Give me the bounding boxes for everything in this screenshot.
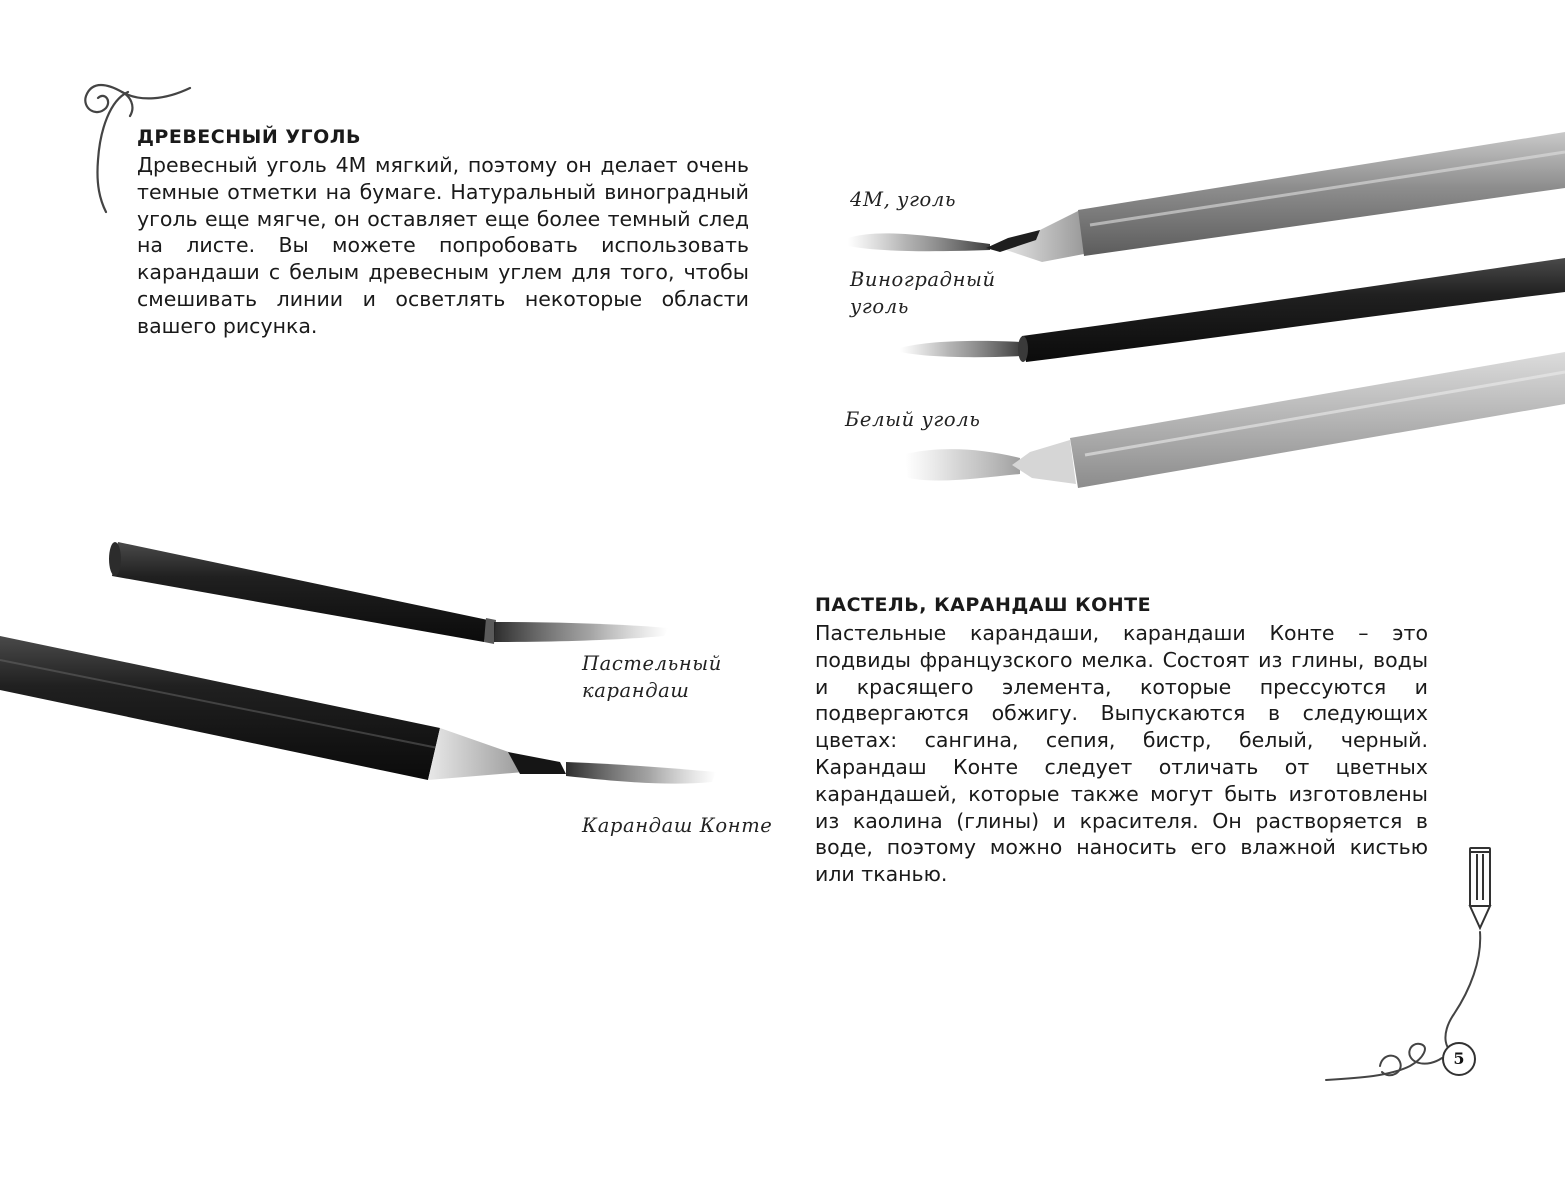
section-heading: ПАСТЕЛЬ, КАРАНДАШ КОНТЕ [815,594,1152,616]
vine-charcoal-stick [900,258,1565,362]
section-body: Пастельные карандаши, карандаши Конте – это подвиды французского мелка. Состоят из глины, воды и красящего элемента, которые прессуются и подвергаются обжигу. Выпускаются в следующих цветах: сангина, сепия, бистр, белый, черный. Карандаш Конте следует отличать от цветных карандашей, которые также могут быть изготовлены из каолина (глины) и красителя. Он растворяется в воде, поэтому можно наносить его влажной кистью или тканью. [815,621,1428,887]
page-number: 5 [1442,1042,1476,1076]
caption-conte: Карандаш Конте [582,814,773,837]
section-pastel [815,594,1428,888]
section-charcoal [137,126,749,340]
section-body: Древесный уголь 4М мягкий, поэтому он делает очень темные отметки на бумаге. Натуральный виноградный уголь еще мягче, он оставляет еще более темный след на листе. Вы можете попробовать использовать карандаши с белым древесным углем для того, чтобы смешивать линии и осветлять некоторые области вашего рисунка. [137,153,749,338]
caption-pastel-line2: карандаш [582,679,690,702]
pencil-icon [1470,848,1490,928]
caption-white-charcoal: Белый уголь [845,408,981,431]
caption-charcoal-4m: 4М, уголь [850,188,957,211]
pastel-pencil [109,542,668,644]
caption-pastel-line1: Пастельный [582,652,722,675]
white-charcoal-pencil [905,352,1565,488]
caption-vine-line1: Виноградный [850,268,996,291]
caption-vine-line2: уголь [850,295,909,318]
section-heading: ДРЕВЕСНЫЙ УГОЛЬ [137,126,362,148]
